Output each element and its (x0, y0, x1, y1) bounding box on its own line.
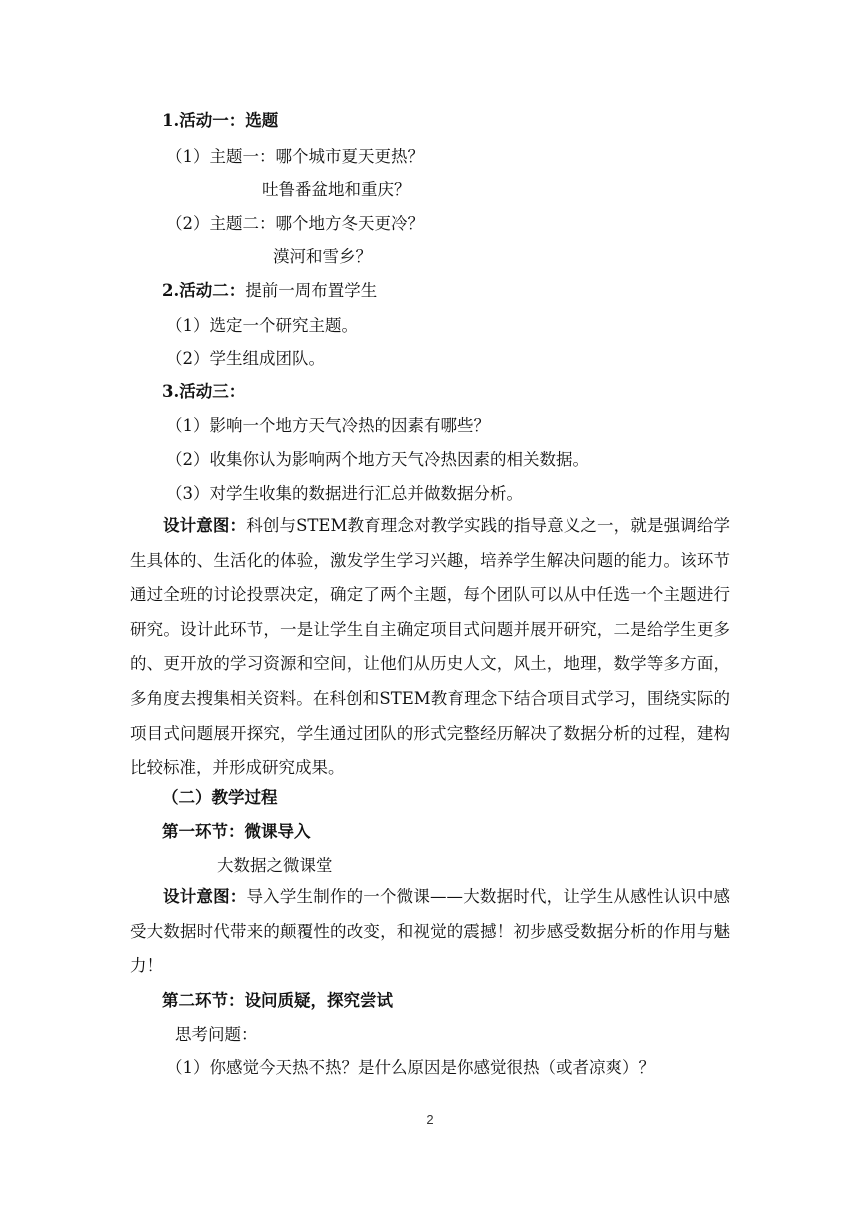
section2-heading: （二）教学过程 (162, 788, 278, 807)
activity2-heading-rest: 提前一周布置学生 (245, 281, 378, 300)
activity1-heading: 1.活动一：选题 (162, 111, 279, 130)
activity3-item1: （1）影响一个地方天气冷热的因素有哪些？ (166, 416, 490, 435)
activity1-topic2: （2）主题二：哪个地方冬天更冷？ (166, 214, 424, 233)
stage2-question1: （1）你感觉今天热不热？是什么原因是你感觉很热（或者凉爽）？ (166, 1058, 655, 1077)
activity1-topic1: （1）主题一：哪个城市夏天更热？ (166, 147, 424, 166)
design-intent-text-1: 科创与STEM教育理念对教学实践的指导意义之一，就是强调给学生具体的、生活化的体验，激发学生学习兴趣，培养学生解决问题的能力。该环节通过全班的讨论投票决定，确定了两个主题，每个团队可以从中任选一个主题进行研究。设计此环节，一是让学生自主确定项目式问题并展开研究，二是给学生更多的、更开放的学习资源和空间，让他们从历史人文，风土，地理，数学等多方面，多角度去搜集相关资料。在科创和STEM教育理念下结合项目式学习，围绕实际的项目式问题展开探究，学生通过团队的形式完整经历解决了数据分析的过程，建构比较标准，并形成研究成果。 (130, 516, 731, 778)
design-intent-text-2: 导入学生制作的一个微课——大数据时代，让学生从感性认识中感受大数据时代带来的颠覆性的改变，和视觉的震撼！初步感受数据分析的作用与魅力！ (130, 887, 730, 976)
design-intent-label-1: 设计意图： (163, 516, 247, 535)
activity2-item2: （2）学生组成团队。 (166, 349, 325, 368)
activity2-heading: 2.活动二： (162, 281, 246, 300)
stage2-heading: 第二环节：设问质疑，探究尝试 (162, 991, 393, 1010)
design-intent-paragraph-1 (130, 509, 730, 786)
activity3-heading: 3.活动三： (162, 382, 246, 401)
activity2-item1: （1）选定一个研究主题。 (166, 316, 358, 335)
page-number: 2 (426, 1112, 434, 1127)
stage1-content: 大数据之微课堂 (217, 856, 333, 875)
design-intent-paragraph-2 (130, 880, 730, 984)
activity2-heading-line (162, 281, 377, 301)
activity3-item2: （2）收集你认为影响两个地方天气冷热因素的相关数据。 (166, 450, 589, 469)
stage2-prompt: 思考问题： (175, 1025, 258, 1044)
activity3-item3: （3）对学生收集的数据进行汇总并做数据分析。 (166, 484, 523, 503)
activity1-topic2-options: 漠河和雪乡？ (273, 247, 372, 266)
activity1-topic1-options: 吐鲁番盆地和重庆？ (262, 180, 411, 199)
stage1-heading: 第一环节：微课导入 (162, 822, 311, 841)
design-intent-label-2: 设计意图： (163, 887, 247, 906)
